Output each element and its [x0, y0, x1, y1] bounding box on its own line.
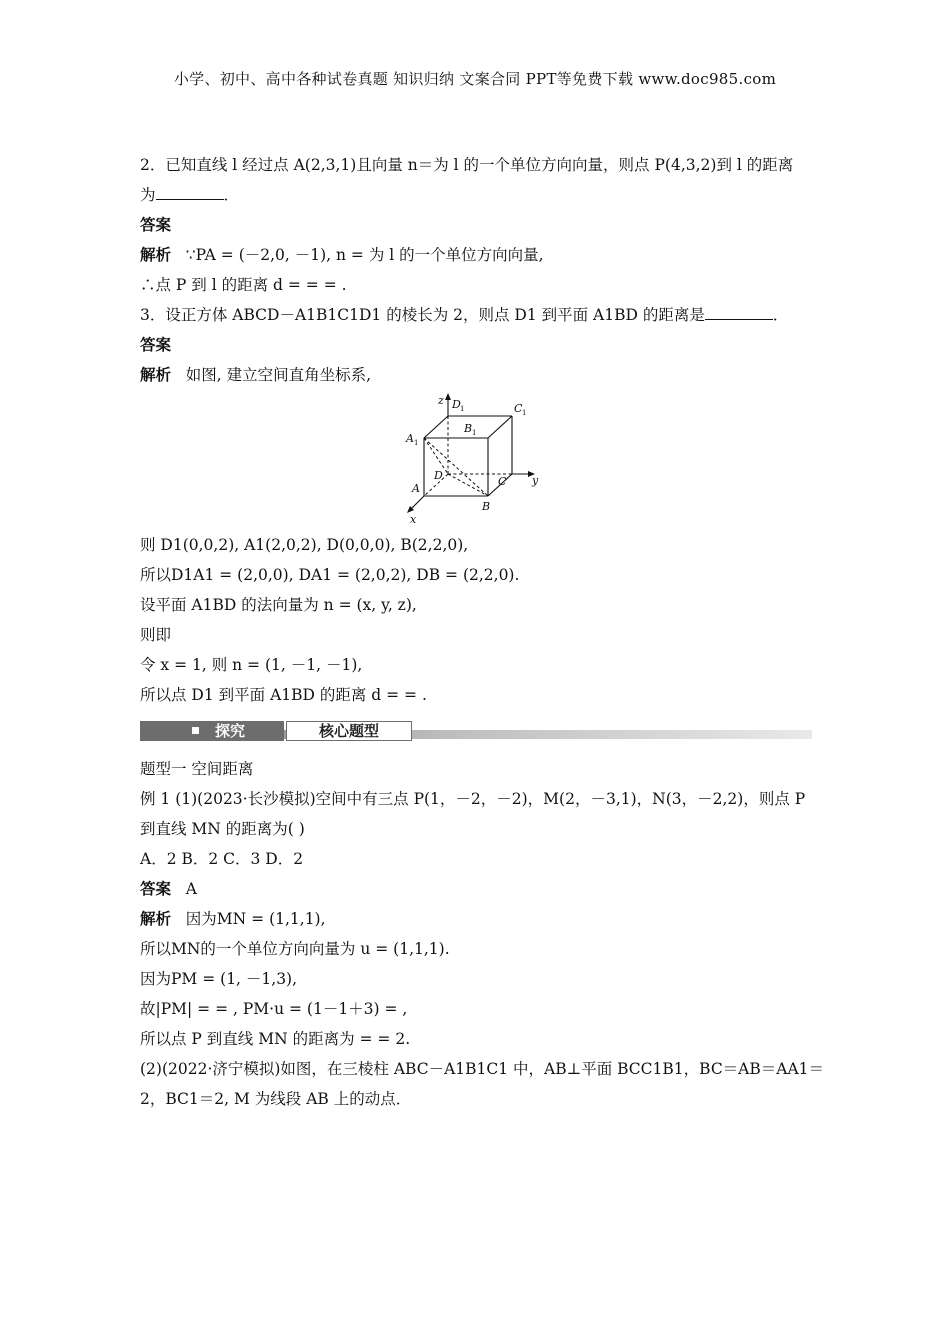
hidden-edge	[448, 474, 488, 496]
answer-label: 答案	[140, 216, 172, 234]
label-a1: A	[406, 432, 414, 445]
answer-line: 答案 A	[140, 880, 197, 898]
example-1-part-2-line-1: (2)(2022·济宁模拟)如图，在三棱柱 ABC－A1B1C1 中，AB⊥平面 BCC1B1，BC＝AB＝AA1＝	[140, 1060, 825, 1078]
answer-blank	[156, 185, 224, 200]
solution-line: 所以D1A1 = (2,0,0), DA1 = (2,0,2), DB = (2,2,0).	[140, 566, 520, 584]
banner-right: 核心题型	[286, 721, 412, 741]
section-banner	[140, 712, 812, 750]
z-arrow	[445, 393, 451, 400]
axis-label-y: y	[532, 474, 539, 487]
axis-label-z: z	[438, 394, 444, 407]
question-3-line-1: 3．设正方体 ABCD－A1B1C1D1 的棱长为 2，则点 D1 到平面 A1BD 的距离是 ．	[140, 306, 789, 324]
solution-line: 设平面 A1BD 的法向量为 n = (x, y, z),	[140, 596, 417, 614]
label-c: C	[498, 475, 507, 488]
label-c1: C	[514, 402, 523, 415]
answer-blank	[705, 305, 773, 320]
analysis-line: 所以MN的一个单位方向向量为 u = (1,1,1).	[140, 940, 450, 958]
solution-line: 则即	[140, 626, 172, 644]
label-sub: 1	[460, 405, 465, 413]
answer-label: 答案	[140, 336, 172, 354]
page-header: 小学、初中、高中各种试卷真题 知识归纳 文案合同 PPT等免费下载 www.doc985.com	[173, 70, 777, 88]
analysis-line: 解析 如图, 建立空间直角坐标系,	[140, 366, 372, 384]
cube-edge	[424, 416, 448, 438]
section-title: 题型一 空间距离	[140, 760, 254, 778]
axis-label-x: x	[410, 513, 417, 524]
example-1-options: A．2 B．2 C．3 D．2	[140, 850, 304, 868]
label-d: D	[434, 469, 443, 482]
square-icon	[192, 727, 199, 734]
analysis-line: 因为PM = (1, －1,3),	[140, 970, 298, 988]
banner-left: 探究	[140, 721, 284, 741]
label-d1: D	[452, 398, 461, 411]
cube-figure	[140, 390, 812, 530]
analysis-line: 解析 因为MN = (1,1,1),	[140, 910, 326, 928]
analysis-line: ∴点 P 到 l 的距离 d = = = .	[140, 276, 347, 294]
label-sub: 1	[414, 439, 419, 447]
label-a: A	[412, 482, 420, 495]
question-2-line-2: 为 ．	[140, 186, 240, 204]
label-sub: 1	[522, 409, 527, 417]
x-axis	[410, 496, 424, 510]
label-sub: 1	[472, 429, 477, 437]
question-2-line-1: 2．已知直线 l 经过点 A(2,3,1)且向量 n＝为 l 的一个单位方向向量，则点 P(4,3,2)到 l 的距离	[140, 156, 794, 174]
hidden-edge	[424, 438, 488, 496]
label-b1: B	[464, 422, 473, 435]
analysis-line: 解析 ∵PA = (－2,0, －1), n = 为 l 的一个单位方向向量,	[140, 246, 544, 264]
solution-line: 则 D1(0,0,2), A1(2,0,2), D(0,0,0), B(2,2,0),	[140, 536, 469, 554]
label-b: B	[482, 500, 491, 513]
solution-line: 所以点 D1 到平面 A1BD 的距离 d = = .	[140, 686, 427, 704]
solution-line: 令 x = 1, 则 n = (1, －1, －1),	[140, 656, 363, 674]
example-1-line-1: 例 1 (1)(2023·长沙模拟)空间中有三点 P(1，－2，－2)，M(2，－3,1)，N(3，－2,2)，则点 P	[140, 790, 806, 808]
example-1-line-2: 到直线 MN 的距离为( )	[140, 820, 305, 838]
analysis-line: 所以点 P 到直线 MN 的距离为 = = 2.	[140, 1030, 411, 1048]
document-body	[140, 150, 825, 1114]
cube-edge	[488, 416, 512, 438]
example-1-part-2-line-2: 2，BC1＝2, M 为线段 AB 上的动点．	[140, 1090, 412, 1108]
cube-diagram	[402, 392, 542, 524]
analysis-line: 故|PM| = = , PM·u = (1－1＋3) = ,	[140, 1000, 408, 1018]
